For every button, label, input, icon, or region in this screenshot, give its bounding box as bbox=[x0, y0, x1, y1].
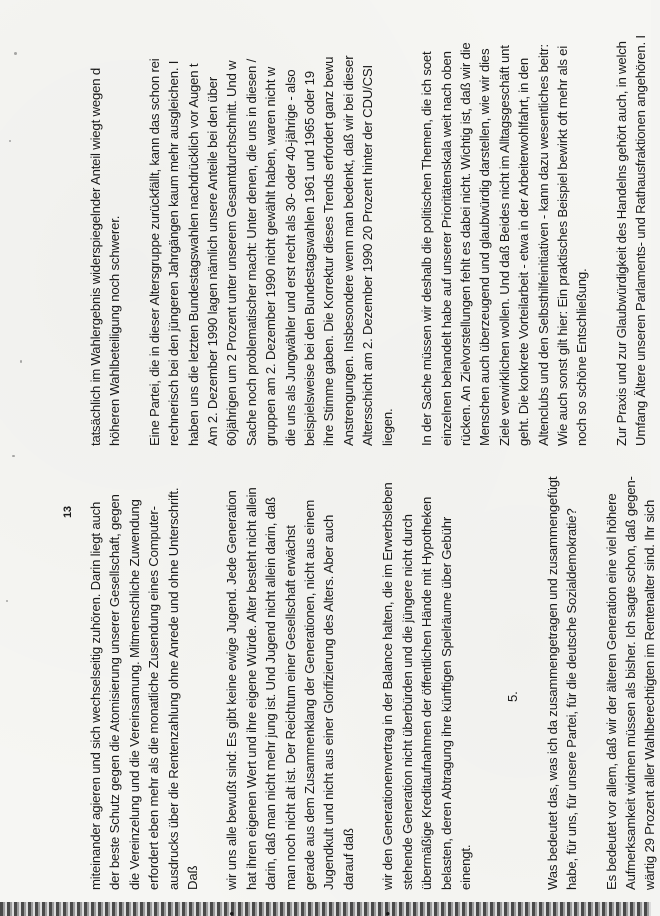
text-line: gruppen am 2. Dezember 1990 nicht gewählt haben, waren nicht w bbox=[263, 66, 279, 446]
text-line: die uns als Jungwähler und erst recht als 30- oder 40-jährige - also bbox=[282, 69, 298, 446]
bullet-text bbox=[222, 487, 358, 890]
bullet-item bbox=[378, 482, 475, 916]
paragraph bbox=[145, 38, 397, 446]
text-line: belasten, deren Abtragung ihre künftigen Spielräume über Gebühr bbox=[438, 516, 454, 890]
text-line: tatsächlich im Wahlergebnis widerspiegelnder Anteil wiegt wegen d bbox=[88, 68, 103, 446]
text-line: gerade aus dem Zusammenklang der Generationen, nicht aus einem bbox=[302, 499, 318, 890]
text-line: Altersschicht am 2. Dezember 1990 20 Prozent hinter der CDU/CSI bbox=[360, 65, 376, 446]
text-line: Sache noch problematischer macht: Unter denen, die uns in diesen / bbox=[243, 58, 259, 446]
text-line: Anstrengungen. Insbesondere wenn man bedenkt, daß wir bei dieser bbox=[340, 55, 356, 446]
text-line: hat ihren eigenen Wert und ihre eigene Würde. Alter besteht nicht allein bbox=[243, 487, 259, 890]
text-line: Es bedeutet vor allem, daß wir der älteren Generation eine viel höhere bbox=[603, 493, 619, 890]
text-line: 60jährigen um 2 Prozent unter unserem Gesamtdurchschnitt. Und w bbox=[224, 60, 240, 446]
text-line: Eine Partei, die in dieser Altersgruppe zurückfällt, kann das schon rei bbox=[146, 58, 162, 446]
text-line: rechnerisch bei den jüngeren Jahrgängen kaum mehr ausgleichen. I bbox=[166, 60, 182, 446]
text-line: stehende Generation nicht überbürden und die jüngere nicht durch bbox=[399, 514, 415, 890]
text-line: man noch nicht alt ist. Der Reichtum einer Gesellschaft erwächst bbox=[282, 525, 298, 890]
paragraph bbox=[612, 35, 651, 446]
text-line: Jugendkult und nicht aus einer Glorifizierung des Alters. Aber auch bbox=[321, 514, 337, 890]
bullet-item bbox=[222, 487, 358, 916]
text-line: rücken. An Zielvorstellungen fehlt es dabei nicht. Wichtig ist, daß wir die bbox=[457, 42, 473, 446]
bullet-mark: • bbox=[224, 911, 240, 916]
text-line: erfordert eben mehr als die monatliche Zusendung eines Computer- bbox=[146, 506, 162, 890]
text-line: darauf daß bbox=[340, 828, 356, 890]
text-line: beispielsweise bei den Bundestagswahlen 1961 und 1965 oder 19 bbox=[302, 71, 318, 446]
text-line: miteinander agieren und sich wechselseitig zuhören. Darin liegt auch bbox=[88, 501, 103, 890]
section-heading: 5. bbox=[505, 691, 521, 702]
scan-speckle bbox=[20, 360, 22, 363]
text-line: höheren Wahlbeteiligung noch schwerer. bbox=[107, 215, 123, 446]
text-line: darin, daß man nicht mehr jung ist. Und Jugend nicht allein darin, daß bbox=[263, 497, 279, 890]
text-line: Menschen auch überzeugend und glaubwürdig darstellen, wie wir dies bbox=[477, 48, 493, 446]
paragraph bbox=[417, 38, 592, 446]
text-line: liegen. bbox=[379, 408, 395, 446]
bullet-mark: • bbox=[380, 911, 396, 916]
section-question bbox=[543, 476, 582, 890]
text-line: Aufmerksamkeit widmen müssen als bisher. Ich sagte schon, daß gegen- bbox=[622, 476, 638, 890]
text-line: Zur Praxis und zur Glaubwürdigkeit des Handelns gehört auch, in welch bbox=[613, 41, 629, 446]
paragraph bbox=[86, 38, 125, 446]
page-number: 13 bbox=[62, 506, 74, 518]
text-line: wir den Generationenvertrag in der Balance halten, die im Erwerbsleben bbox=[380, 482, 396, 890]
text-line: Ziele verwirklichen wollen. Und daß Beides nicht im Alltagsgeschäft unt bbox=[496, 45, 512, 446]
scan-speckle bbox=[12, 455, 15, 457]
text-line: geht. Die konkrete Vorteilarbeit - etwa in der Arbeiterwohlfahrt, in den bbox=[516, 57, 532, 446]
text-line: wir uns alle bewußt sind: Es gibt keine ewige Jugend. Jede Generation bbox=[224, 490, 240, 890]
text-line: Altenclubs und den Selbsthilfeinitiativen - kann dazu wesentliches beitr: bbox=[535, 44, 551, 446]
scan-speckle bbox=[6, 600, 8, 602]
paragraph bbox=[86, 487, 202, 890]
text-line: ihre Stimme gaben. Die Korrektur dieses Trends erfordert ganz bewu bbox=[321, 56, 337, 446]
left-text-column bbox=[86, 476, 660, 916]
text-line: Daß bbox=[185, 865, 201, 890]
text-line: habe, für uns, für unsere Partei, für die deutsche Sozialdemokratie? bbox=[564, 508, 580, 890]
text-line: Umfang Ältere unseren Parlaments- und Rathausfraktionen angehören. I bbox=[633, 35, 649, 446]
text-line: einzelnen behandelt habe auf unserer Prioritätenskala weit nach oben bbox=[438, 51, 454, 446]
text-line: wärtig 29 Prozent aller Wahlberechtigten im Rentenalter sind. Ihr sich bbox=[642, 499, 658, 890]
text-line: Was bedeutet das, was ich da zusammengetragen und zusammengefügt bbox=[544, 476, 560, 890]
text-line: Am 2. Dezember 1990 lagen nämlich unsere Anteile bei den über bbox=[205, 76, 221, 446]
text-line: ausdrucks über die Rentenzahlung ohne Anrede und ohne Unterschrift. bbox=[165, 487, 181, 890]
text-line: haben uns die letzten Bundestagswahlen nachdrücklich vor Augen t bbox=[185, 63, 201, 446]
text-line: noch so schöne Entschließung. bbox=[574, 268, 590, 446]
bullet-text bbox=[378, 482, 475, 890]
text-line: die Vereinzelung und die Vereinsamung. Mitmenschliche Zuwendung bbox=[126, 499, 142, 890]
text-line: In der Sache müssen wir deshalb die politischen Themen, die ich soet bbox=[419, 51, 435, 446]
scan-speckle bbox=[9, 140, 11, 142]
text-line: Wie auch sonst gilt hier: Ein praktisches Beispiel bewirkt oft mehr als ei bbox=[554, 45, 570, 446]
right-text-column bbox=[86, 35, 651, 446]
text-line: einengt. bbox=[457, 844, 473, 890]
rotated-document-page bbox=[62, 35, 658, 916]
text-line: übermäßige Kreditaufnahmen der öffentlichen Hände mit Hypotheken bbox=[419, 496, 435, 890]
scan-edge-artifact bbox=[0, 902, 651, 916]
scan-speckle bbox=[14, 52, 17, 55]
text-line: der beste Schutz gegen die Atomisierung unserer Gesellschaft, gegen bbox=[107, 494, 123, 890]
paragraph bbox=[602, 476, 660, 890]
